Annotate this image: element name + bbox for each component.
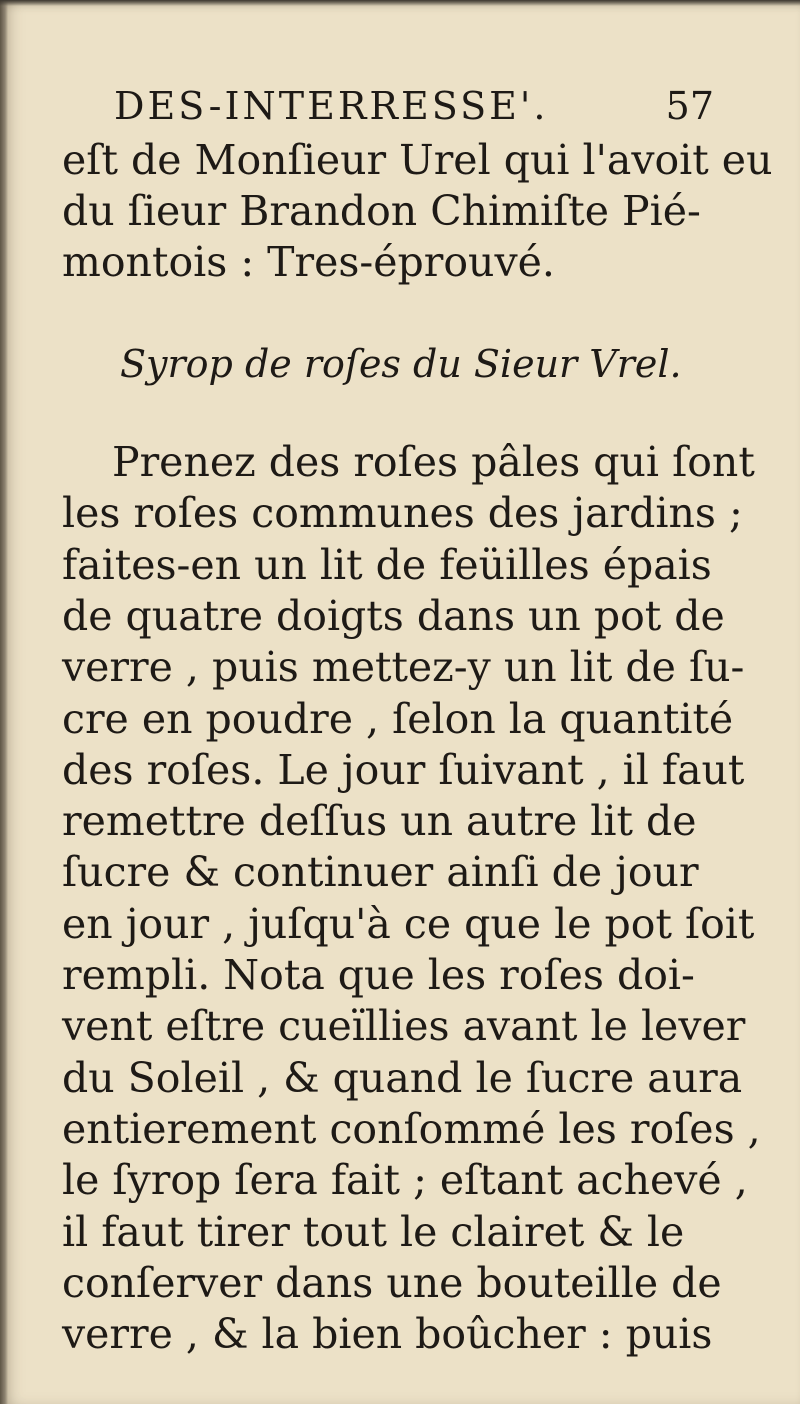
text-line: vent eſtre cueïllies avant le lever bbox=[62, 1002, 746, 1051]
text-line: verre , & la bien boûcher : puis bbox=[62, 1310, 713, 1359]
text-line: il faut tirer tout le clairet & le bbox=[62, 1207, 685, 1256]
text-line: eſt de Monſieur Urel qui l'avoit eu bbox=[62, 136, 773, 184]
text-line: les roſes communes des jardins ; bbox=[62, 489, 743, 538]
text-line: faites-en un lit de feüilles épais bbox=[62, 540, 712, 589]
text-line: Prenez des roſes pâles qui ſont bbox=[112, 438, 755, 486]
text-line: montois : Tres-éprouvé. bbox=[62, 238, 555, 286]
page-binding-shadow bbox=[0, 0, 8, 1404]
text-line: de quatre doigts dans un pot de bbox=[62, 591, 725, 640]
text-line: rempli. Nota que les roſes doi- bbox=[62, 951, 695, 999]
text-line: conſerver dans une bouteille de bbox=[62, 1258, 722, 1307]
running-head bbox=[114, 84, 714, 128]
page-top-edge bbox=[0, 0, 800, 6]
running-head-title: DES-INTERRESSE'. bbox=[114, 84, 549, 128]
text-line: remettre deſſus un autre lit de bbox=[62, 797, 697, 846]
text-line: du ſieur Brandon Chimiſte Pié- bbox=[62, 187, 701, 235]
text-line: cre en poudre , ſelon la quantité bbox=[62, 694, 734, 743]
text-line: ſucre & continuer ainſi de jour bbox=[62, 848, 699, 897]
text-line: entierement conſommé les roſes , bbox=[62, 1104, 761, 1153]
recipe-title: Syrop de roſes du Sieur Vrel. bbox=[120, 342, 682, 386]
text-line: des roſes. Le jour ſuivant , il faut bbox=[62, 745, 745, 794]
text-line: du Soleil , & quand le ſucre aura bbox=[62, 1053, 743, 1102]
text-line: en jour , juſqu'à ce que le pot ſoit bbox=[62, 899, 755, 948]
text-line: verre , puis mettez-y un lit de ſu- bbox=[62, 643, 745, 692]
page-number: 57 bbox=[665, 84, 714, 128]
text-line: le ſyrop ſera fait ; eſtant achevé , bbox=[62, 1156, 748, 1205]
